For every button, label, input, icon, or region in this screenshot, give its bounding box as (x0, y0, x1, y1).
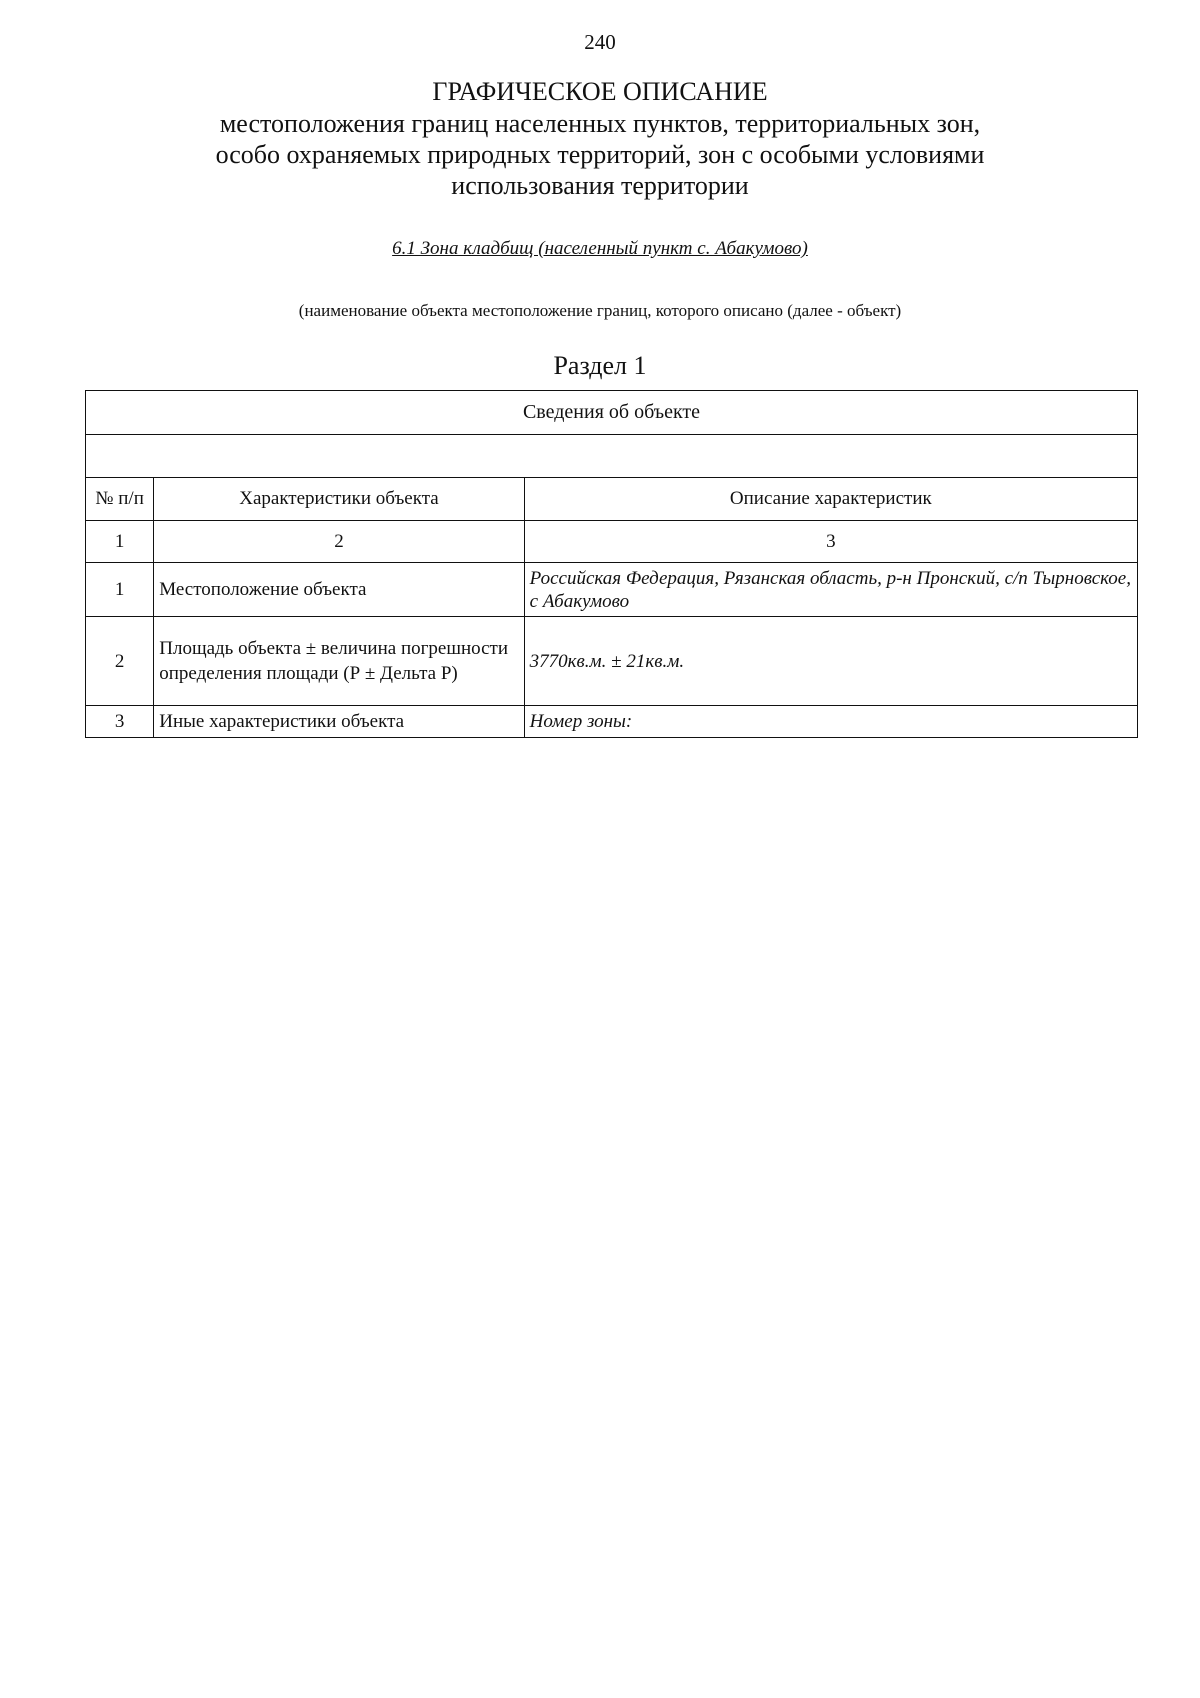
table-header-row (86, 478, 1138, 521)
table-row (86, 617, 1138, 706)
row-characteristic: Иные характеристики объекта (154, 706, 524, 738)
page-number: 240 (584, 30, 616, 54)
object-caption: (наименование объекта местоположение границ, которого описано (далее - объект) (298, 301, 902, 320)
row-number: 1 (86, 563, 154, 617)
column-number-3: 3 (524, 521, 1137, 563)
header-number: № п/п (86, 478, 154, 521)
header-characteristic: Характеристики объекта (154, 478, 524, 521)
column-number-2: 2 (154, 521, 524, 563)
object-name: 6.1 Зона кладбищ (населенный пункт с. Абакумово) (392, 238, 808, 259)
object-info-table (85, 390, 1138, 738)
row-characteristic: Площадь объекта ± величина погрешности определения площади (Р ± Дельта Р) (154, 617, 524, 706)
table-title-row (86, 391, 1138, 435)
row-description: 3770кв.м. ± 21кв.м. (524, 617, 1137, 706)
row-number: 3 (86, 706, 154, 738)
column-numbers-row (86, 521, 1138, 563)
row-description: Номер зоны: (524, 706, 1137, 738)
document-title: ГРАФИЧЕСКОЕ ОПИСАНИЕ (432, 77, 768, 106)
table-empty-cell (86, 435, 1138, 478)
row-characteristic: Местоположение объекта (154, 563, 524, 617)
section-title: Раздел 1 (553, 351, 647, 380)
document-subtitle: местоположения границ населенных пунктов, территориальных зон, особо охраняемых природных территорий, зон с особыми условиями использования территории (215, 109, 985, 200)
row-description: Российская Федерация, Рязанская область, р-н Пронский, с/п Тырновское, с Абакумово (524, 563, 1137, 617)
row-number: 2 (86, 617, 154, 706)
table-empty-row (86, 435, 1138, 478)
column-number-1: 1 (86, 521, 154, 563)
table-row (86, 563, 1138, 617)
table-row (86, 706, 1138, 738)
table-title: Сведения об объекте (86, 391, 1138, 435)
header-description: Описание характеристик (524, 478, 1137, 521)
